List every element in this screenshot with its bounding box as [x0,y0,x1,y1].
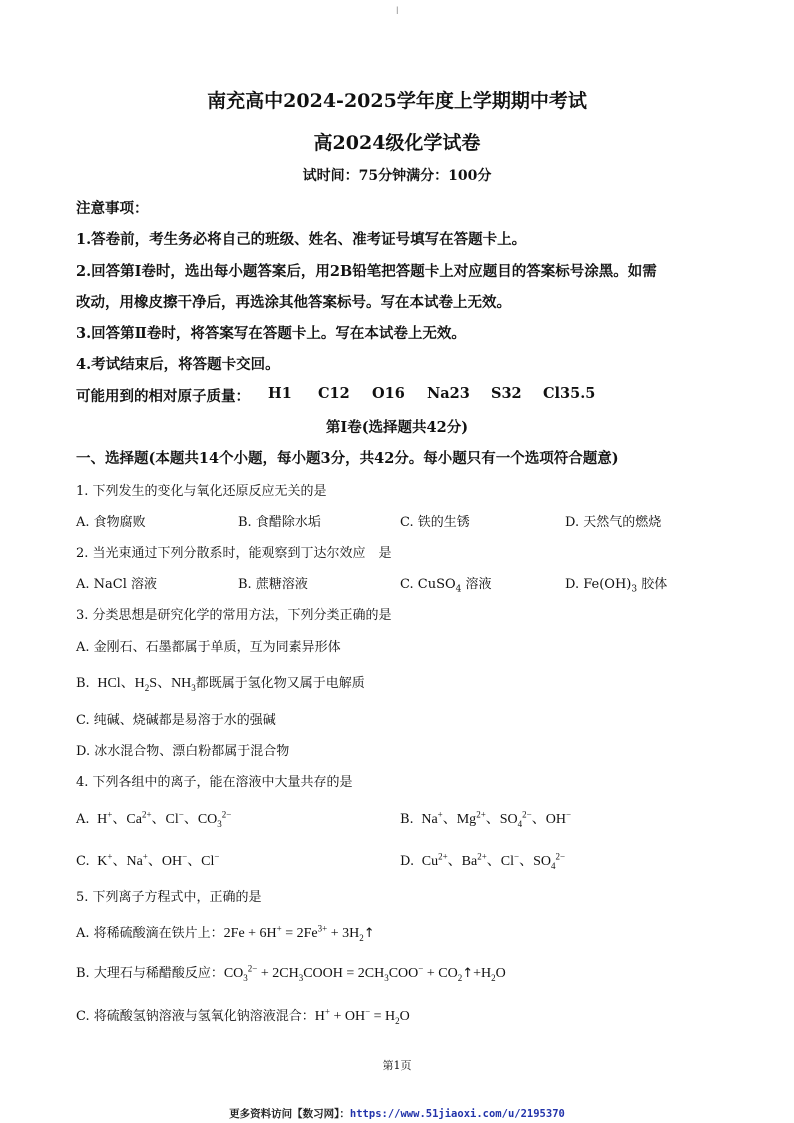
footer-ad-link[interactable]: https://www.51jiaoxi.com/u/2195370 [349,1108,565,1120]
notice-title: 注意事项： [76,200,149,217]
q4-option-d: D. $Cu^{2+}$、$Ba^{2+}$、Cl−、$SO_4^{2-}$ [400,851,566,871]
q3-option-c: C. 纯碱、烧碱都是易溶于水的强碱 [76,713,276,728]
q3-option-a: A. 金刚石、石墨都属于单质，互为同素异形体 [76,640,341,655]
q1-option-b: B. 食醋除水垢 [238,515,321,530]
part-title: 一、选择题(本题共14个小题，每小题3分，共42分。每小题只有一个选项符合题意) [76,450,619,467]
atomic-mass-item: C12 [318,385,350,402]
notice-item: 3.回答第Ⅱ卷时，将答案写在答题卡上。写在本试卷上无效。 [76,325,466,342]
question-2-stem: 2. 当光束通过下列分散系时，能观察到丁达尔效应 是 [76,546,392,561]
atomic-mass-item: O16 [372,385,405,402]
q3-option-d: D. 冰水混合物、漂白粉都属于混合物 [76,744,290,759]
q1-option-d: D. 天然气的燃烧 [565,515,662,530]
question-1-stem: 1. 下列发生的变化与氧化还原反应无关的是 [76,484,327,499]
q4-option-b: B. Na+、$Mg^{2+}$、$SO_4^{2-}$、OH− [400,809,572,829]
q1-option-a: A. 食物腐败 [76,515,146,530]
atomic-mass-item: Cl35.5 [543,385,596,402]
q5-option-c: C. 将硫酸氢钠溶液与氢氧化钠溶液混合：$H^+ + OH^- = H_2O$ [76,1006,410,1026]
q4-option-c: C. K+、Na+、OH−、Cl− [76,851,220,869]
notice-item: 1.答卷前，考生务必将自己的班级、姓名、准考证号填写在答题卡上。 [76,231,527,248]
q5-option-b: B. 大理石与稀醋酸反应：$CO_3^{2-}$ + $2CH_3COOH = 2CH_3COO^-$ + $CO_2↑+H_2O$ [76,963,506,983]
section-title: 第Ⅰ卷(选择题共42分) [325,419,469,436]
atomic-mass-label: 可能用到的相对原子质量： [76,388,250,405]
atomic-mass-item: S32 [491,385,522,402]
q4-option-a: A. H+、$Ca^{2+}$、Cl−、$CO_3^{2-}$ [76,809,232,829]
footer-ad-prefix: 更多资料访问【数习网】： [229,1108,350,1120]
exam-subtitle: 高2024级化学试卷 [313,132,481,154]
question-3-stem: 3. 分类思想是研究化学的常用方法，下列分类正确的是 [76,608,392,623]
q5-option-a: A. 将稀硫酸滴在铁片上：$2Fe + 6H^+ = 2Fe^{3+}$ + $3H_2↑$ [76,923,375,943]
q1-option-c: C. 铁的生锈 [400,515,470,530]
notice-item: 改动，用橡皮擦干净后，再选涂其他答案标号。写在本试卷上无效。 [76,294,511,311]
question-4-stem: 4. 下列各组中的离子，能在溶液中大量共存的是 [76,775,353,790]
q2-option-b: B. 蔗糖溶液 [238,577,308,592]
exam-title: 南充高中2024-2025学年度上学期期中考试 [207,90,587,112]
atomic-mass-item: H1 [268,385,292,402]
notice-item: 4.考试结束后，将答题卡交回。 [76,356,280,373]
header-mark: | [396,6,399,14]
notice-item: 2.回答第Ⅰ卷时，选出每小题答案后，用2B铅笔把答题卡上对应题目的答案标号涂黑。如需 [76,263,657,280]
q2-option-c: C. CuSO$_4$ 溶液 [400,577,492,595]
exam-time-line: 试时间：75分钟满分：100分 [302,168,492,184]
q3-option-b: B. HCl、$H_2S$、$NH_3$都既属于氢化物又属于电解质 [76,676,365,693]
page-number: 第1页 [382,1059,412,1072]
footer-ad [0,1106,794,1121]
q2-option-d: D. $Fe(OH)_3$ 胶体 [565,577,668,595]
question-5-stem: 5. 下列离子方程式中，正确的是 [76,890,262,905]
atomic-mass-item: Na23 [427,385,470,402]
q2-option-a: A. NaCl 溶液 [76,577,158,592]
